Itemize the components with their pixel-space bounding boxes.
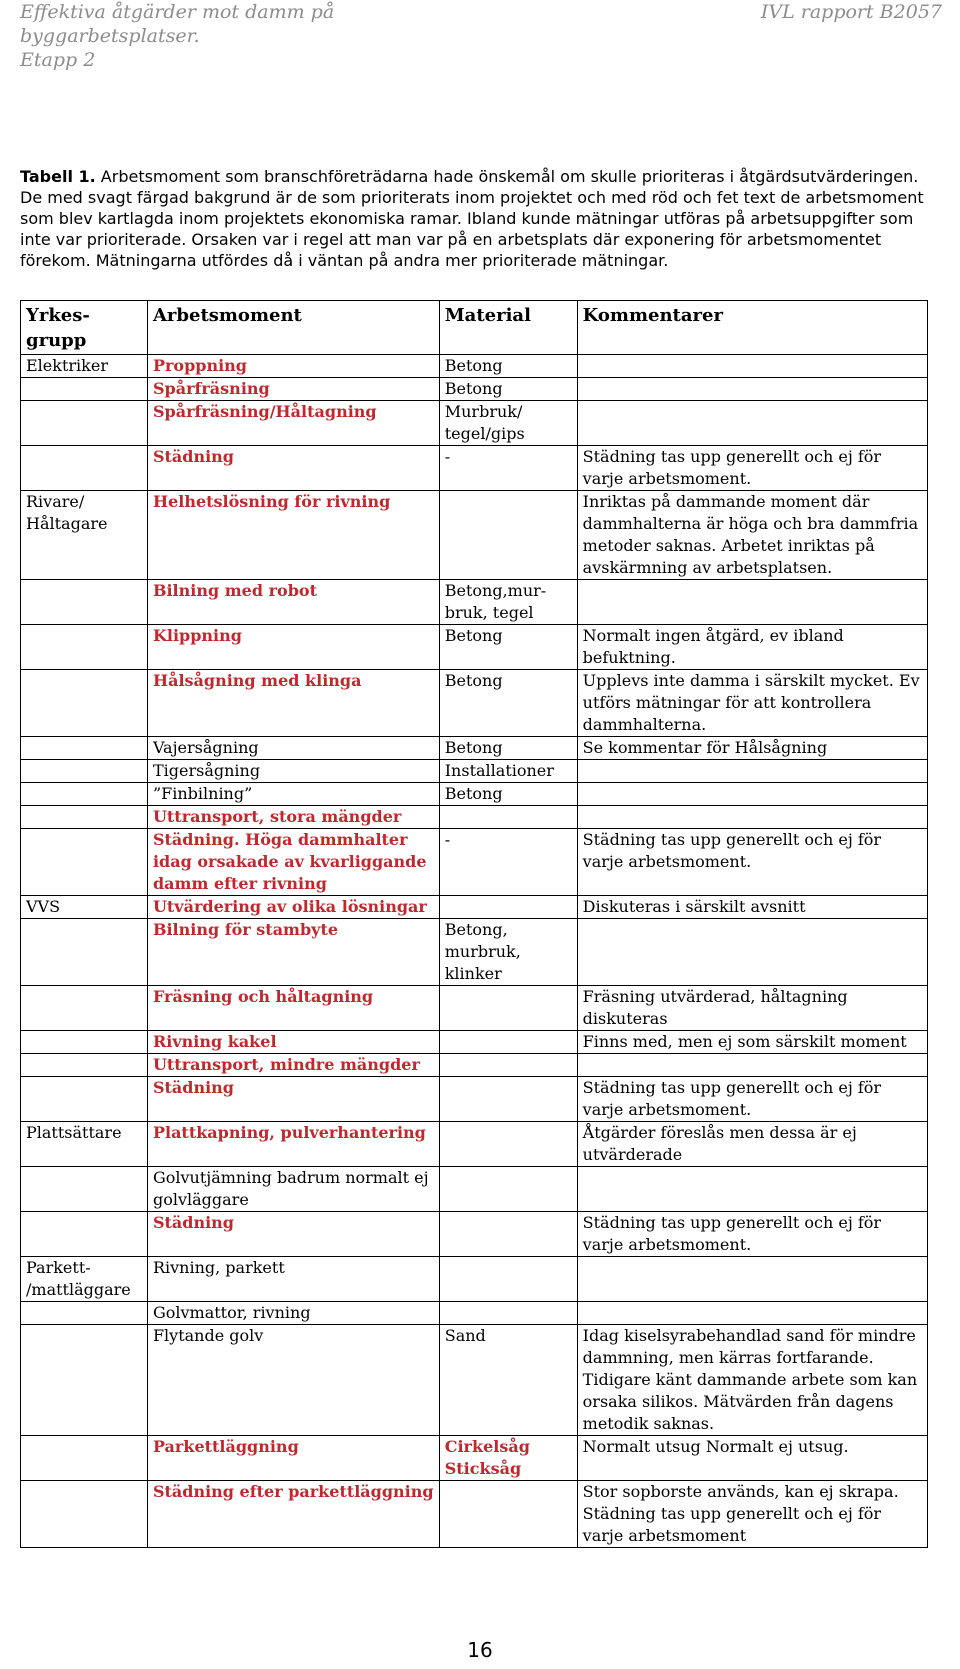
cell-occupational-group	[21, 1054, 148, 1077]
cell-occupational-group	[21, 1325, 148, 1436]
cell-occupational-group	[21, 783, 148, 806]
cell-comment: Normalt utsug Normalt ej utsug.	[577, 1436, 927, 1481]
header-material: Material	[439, 301, 577, 355]
cell-comment	[577, 760, 927, 783]
table-row	[21, 580, 928, 625]
cell-material: Betong	[439, 625, 577, 670]
cell-comment: Städning tas upp generellt och ej för varje arbetsmoment.	[577, 829, 927, 896]
cell-comment	[577, 1167, 927, 1212]
cell-comment: Städning tas upp generellt och ej för varje arbetsmoment.	[577, 1212, 927, 1257]
cell-material: Cirkelsåg Sticksåg	[439, 1436, 577, 1481]
cell-material: -	[439, 829, 577, 896]
table-row	[21, 446, 928, 491]
table-row	[21, 670, 928, 737]
cell-comment	[577, 919, 927, 986]
table-caption	[20, 166, 932, 271]
table-row	[21, 401, 928, 446]
table-row	[21, 378, 928, 401]
cell-work-task: Spårfräsning/Håltagning	[147, 401, 439, 446]
table-row	[21, 986, 928, 1031]
cell-comment: Fräsning utvärderad, håltagning diskuteras	[577, 986, 927, 1031]
cell-comment: Inriktas på dammande moment där dammhalterna är höga och bra dammfria metoder saknas. Arbetet inriktas på avskärmning av arbetsplatsen.	[577, 491, 927, 580]
cell-work-task: Utvärdering av olika lösningar	[147, 896, 439, 919]
cell-comment: Finns med, men ej som särskilt moment	[577, 1031, 927, 1054]
table-row	[21, 1167, 928, 1212]
table-row	[21, 896, 928, 919]
cell-comment	[577, 401, 927, 446]
cell-work-task: Städning	[147, 1212, 439, 1257]
cell-occupational-group	[21, 760, 148, 783]
cell-work-task: Flytande golv	[147, 1325, 439, 1436]
cell-comment: Städning tas upp generellt och ej för varje arbetsmoment.	[577, 446, 927, 491]
cell-occupational-group	[21, 1302, 148, 1325]
cell-material	[439, 986, 577, 1031]
caption-label: Tabell 1.	[20, 167, 96, 186]
cell-work-task: Bilning med robot	[147, 580, 439, 625]
cell-work-task: Städning efter parkettläggning	[147, 1481, 439, 1548]
cell-occupational-group	[21, 1167, 148, 1212]
cell-occupational-group: VVS	[21, 896, 148, 919]
table-row	[21, 760, 928, 783]
cell-comment: Idag kiselsyrabehandlad sand för mindre dammning, men kärras fortfarande. Tidigare känt dammande arbete som kan orsaka silikos. Mätvärden från dagens metodik saknas.	[577, 1325, 927, 1436]
cell-material: Sand	[439, 1325, 577, 1436]
cell-material	[439, 1122, 577, 1167]
cell-work-task: Klippning	[147, 625, 439, 670]
table-row	[21, 783, 928, 806]
table-row	[21, 1302, 928, 1325]
cell-work-task: Fräsning och håltagning	[147, 986, 439, 1031]
cell-material	[439, 896, 577, 919]
cell-occupational-group: Plattsättare	[21, 1122, 148, 1167]
cell-work-task: Vajersågning	[147, 737, 439, 760]
cell-material	[439, 1054, 577, 1077]
cell-work-task: Helhetslösning för rivning	[147, 491, 439, 580]
cell-comment: Se kommentar för Hålsågning	[577, 737, 927, 760]
cell-comment	[577, 355, 927, 378]
cell-work-task: Golvutjämning badrum normalt ej golvläggare	[147, 1167, 439, 1212]
cell-work-task: Uttransport, stora mängder	[147, 806, 439, 829]
header-title-line1: Effektiva åtgärder mot damm på byggarbetsplatser.	[20, 1, 335, 47]
cell-occupational-group	[21, 1481, 148, 1548]
table-row	[21, 355, 928, 378]
cell-comment	[577, 378, 927, 401]
cell-comment: Normalt ingen åtgärd, ev ibland befuktning.	[577, 625, 927, 670]
header-occupational-group: Yrkes-grupp	[21, 301, 148, 355]
cell-work-task: Spårfräsning	[147, 378, 439, 401]
work-tasks-table	[20, 300, 928, 1548]
cell-occupational-group	[21, 986, 148, 1031]
cell-material: Murbruk/ tegel/gips	[439, 401, 577, 446]
cell-work-task: Tigersågning	[147, 760, 439, 783]
cell-occupational-group	[21, 737, 148, 760]
cell-occupational-group	[21, 401, 148, 446]
cell-material: Betong,mur-bruk, tegel	[439, 580, 577, 625]
cell-material	[439, 1257, 577, 1302]
cell-comment	[577, 1302, 927, 1325]
cell-comment: Åtgärder föreslås men dessa är ej utvärderade	[577, 1122, 927, 1167]
cell-occupational-group	[21, 446, 148, 491]
cell-comment: Diskuteras i särskilt avsnitt	[577, 896, 927, 919]
cell-occupational-group	[21, 378, 148, 401]
header-title-line2: Etapp 2	[20, 49, 96, 71]
cell-occupational-group	[21, 829, 148, 896]
cell-work-task: Uttransport, mindre mängder	[147, 1054, 439, 1077]
cell-work-task: ”Finbilning”	[147, 783, 439, 806]
cell-occupational-group	[21, 806, 148, 829]
cell-comment	[577, 783, 927, 806]
table-row	[21, 1077, 928, 1122]
cell-work-task: Rivning, parkett	[147, 1257, 439, 1302]
table-body	[21, 355, 928, 1548]
cell-work-task: Bilning för stambyte	[147, 919, 439, 986]
header-comments: Kommentarer	[577, 301, 927, 355]
cell-material: Installationer	[439, 760, 577, 783]
cell-material	[439, 1212, 577, 1257]
cell-material: Betong	[439, 670, 577, 737]
cell-material	[439, 806, 577, 829]
cell-material: Betong	[439, 737, 577, 760]
running-header-title	[20, 0, 460, 72]
table-row	[21, 1054, 928, 1077]
cell-occupational-group	[21, 919, 148, 986]
cell-comment: Upplevs inte damma i särskilt mycket. Ev utförs mätningar för att kontrollera dammhalterna.	[577, 670, 927, 737]
cell-occupational-group	[21, 670, 148, 737]
cell-material	[439, 1481, 577, 1548]
cell-occupational-group: Rivare/ Håltagare	[21, 491, 148, 580]
table-row	[21, 1212, 928, 1257]
cell-comment: Städning tas upp generellt och ej för varje arbetsmoment.	[577, 1077, 927, 1122]
cell-work-task: Golvmattor, rivning	[147, 1302, 439, 1325]
table-row	[21, 1325, 928, 1436]
cell-occupational-group	[21, 1031, 148, 1054]
table-row	[21, 806, 928, 829]
cell-work-task: Städning. Höga dammhalter idag orsakade av kvarliggande damm efter rivning	[147, 829, 439, 896]
table-row	[21, 737, 928, 760]
cell-occupational-group	[21, 580, 148, 625]
cell-material: Betong	[439, 355, 577, 378]
table-row	[21, 1122, 928, 1167]
table-row	[21, 1481, 928, 1548]
cell-material: Betong	[439, 783, 577, 806]
table-row	[21, 1436, 928, 1481]
cell-material: -	[439, 446, 577, 491]
cell-work-task: Parkettläggning	[147, 1436, 439, 1481]
cell-material	[439, 1031, 577, 1054]
table-row	[21, 919, 928, 986]
cell-occupational-group	[21, 625, 148, 670]
cell-work-task: Städning	[147, 1077, 439, 1122]
cell-comment	[577, 806, 927, 829]
cell-material	[439, 1302, 577, 1325]
cell-material	[439, 491, 577, 580]
cell-occupational-group	[21, 1436, 148, 1481]
table-header-row	[21, 301, 928, 355]
page-number: 16	[467, 1638, 493, 1662]
cell-comment	[577, 580, 927, 625]
cell-occupational-group: Parkett- /mattläggare	[21, 1257, 148, 1302]
table-row	[21, 1031, 928, 1054]
cell-material	[439, 1077, 577, 1122]
header-work-task: Arbetsmoment	[147, 301, 439, 355]
running-header-report-id: IVL rapport B2057	[760, 1, 942, 23]
cell-material: Betong, murbruk, klinker	[439, 919, 577, 986]
cell-material	[439, 1167, 577, 1212]
cell-comment	[577, 1054, 927, 1077]
cell-work-task: Städning	[147, 446, 439, 491]
caption-text: Arbetsmoment som branschföreträdarna hade önskemål om skulle prioriteras i åtgärdsutvärderingen. De med svagt färgad bakgrund är de som prioriterats inom projektet och med röd och fet text de arbetsmoment som blev kartlagda inom projektets ekonomiska ramar. Ibland kunde mätningar utföras på arbetsuppgifter som inte var prioriterade. Orsaken var i regel att man var på en arbetsplats där exponering för arbetsmomentet förekom. Mätningarna utfördes då i väntan på andra mer prioriterade mätningar.	[20, 167, 924, 270]
cell-work-task: Hålsågning med klinga	[147, 670, 439, 737]
cell-comment	[577, 1257, 927, 1302]
cell-occupational-group	[21, 1212, 148, 1257]
cell-material: Betong	[439, 378, 577, 401]
cell-work-task: Rivning kakel	[147, 1031, 439, 1054]
table-row	[21, 829, 928, 896]
table-row	[21, 625, 928, 670]
table-row	[21, 1257, 928, 1302]
table-row	[21, 491, 928, 580]
cell-work-task: Plattkapning, pulverhantering	[147, 1122, 439, 1167]
cell-comment: Stor sopborste används, kan ej skrapa. Städning tas upp generellt och ej för varje arbetsmoment	[577, 1481, 927, 1548]
cell-occupational-group: Elektriker	[21, 355, 148, 378]
cell-occupational-group	[21, 1077, 148, 1122]
cell-work-task: Proppning	[147, 355, 439, 378]
